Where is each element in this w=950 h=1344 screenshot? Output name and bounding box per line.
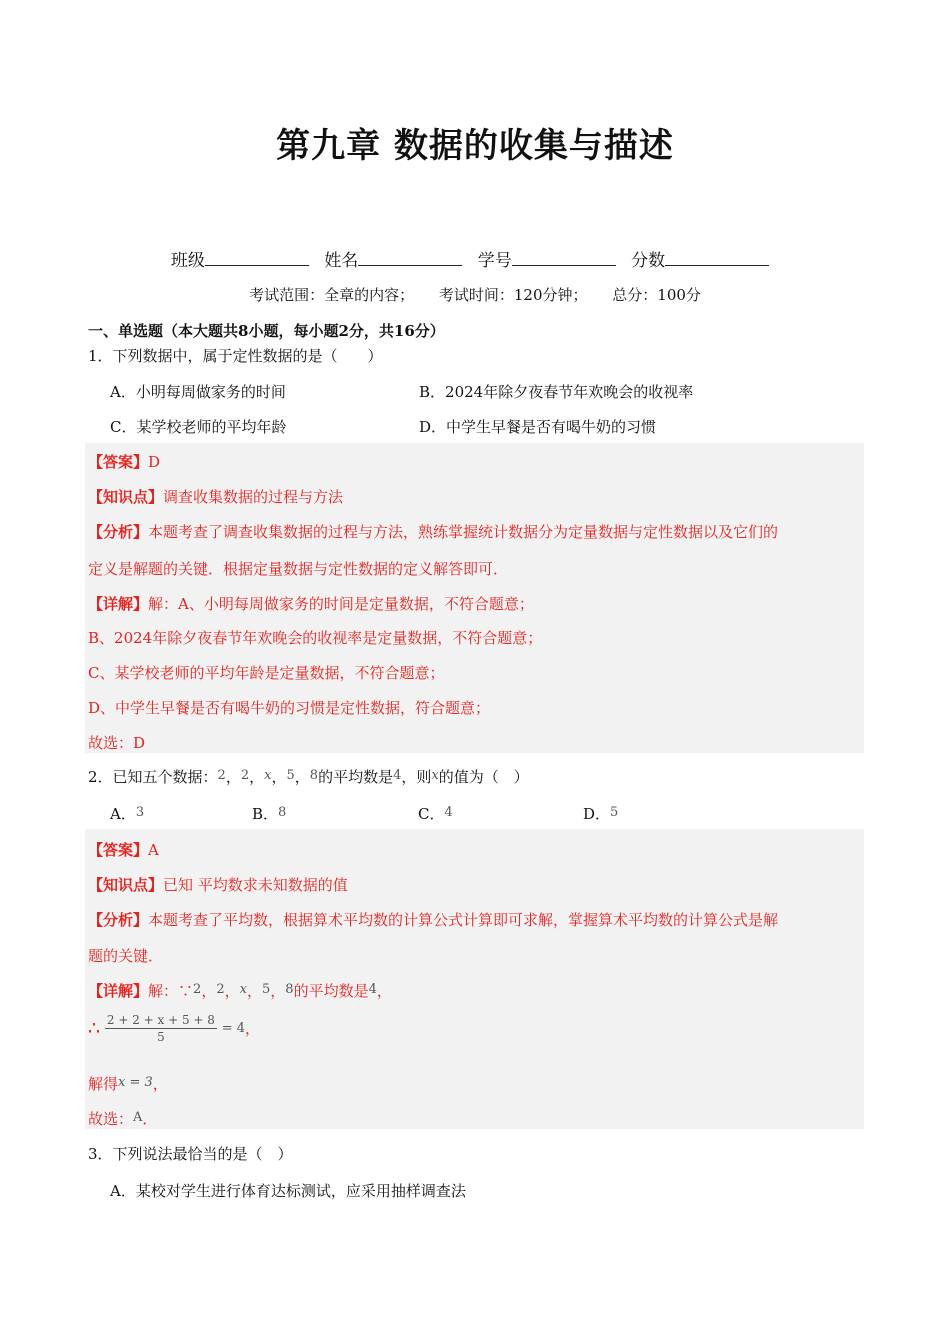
q2-knowledge-point: 【知识点】已知 平均数求未知数据的值 [88,876,348,894]
exam-total: 总分：100分 [612,286,701,304]
exam-scope: 考试范围：全章的内容； [249,286,415,304]
id-label: 学号 [477,251,512,271]
q2-option-d: D．5 [583,805,619,823]
q1-option-b: B．2024年除夕夜春节年欢晚会的收视率 [419,383,694,401]
name-label: 姓名 [324,251,359,271]
q1-option-c: C．某学校老师的平均年龄 [110,418,287,436]
q1-detail-line2: B、2024年除夕夜春节年欢晚会的收视率是定量数据，不符合题意； [88,629,543,647]
name-blank [358,249,462,266]
q2-option-c: C．4 [418,805,453,823]
class-blank [205,249,309,266]
exam-time: 考试时间：120分钟； [438,286,588,304]
q1-option-d: D．中学生早餐是否有喝牛奶的习惯 [419,418,657,436]
q1-analysis-line2: 定义是解题的关键．根据定量数据与定性数据的定义解答即可． [88,560,509,578]
q3-stem: 3．下列说法最恰当的是（ ） [88,1145,293,1163]
q1-option-a: A．小明每周做家务的时间 [110,383,286,401]
score-blank [665,249,769,266]
q2-analysis-line2: 题的关键． [88,947,164,965]
page-title: 第九章 数据的收集与描述 [276,126,674,166]
q1-detail-line3: C、某学校老师的平均年龄是定量数据，不符合题意； [88,664,445,682]
q1-analysis-line1: 【分析】本题考查了调查收集数据的过程与方法，熟练掌握统计数据分为定量数据与定性数据以及它们的 [88,523,779,541]
q2-fraction: $\frac{2 + 2 + x + 5 + 8}{5}$ [106,1013,215,1044]
q1-detail-line4: D、中学生早餐是否有喝牛奶的习惯是定性数据，符合题意； [88,699,491,717]
q2-conclusion: 故选：A． [88,1110,158,1128]
exam-info-line [0,284,950,305]
q1-stem: 1．下列数据中，属于定性数据的是（ ） [88,347,383,365]
class-label: 班级 [170,251,205,271]
q3-option-a: A．某校对学生进行体育达标测试，应采用抽样调查法 [110,1182,466,1200]
q2-answer: 【答案】A [88,841,159,859]
q1-conclusion: 故选：D [88,734,146,752]
section-heading: 一、单选题（本大题共8小题，每小题2分，共16分） [88,322,445,340]
q2-solve-line: 解得x = 3， [88,1075,168,1093]
q2-analysis-line1: 【分析】本题考查了平均数，根据算术平均数的计算公式计算即可求解，掌握算术平均数的计算公式是解 [88,911,779,929]
q1-knowledge-point: 【知识点】调查收集数据的过程与方法 [88,488,344,506]
q1-detail-line1: 【详解】解：A、小明每周做家务的时间是定量数据，不符合题意； [88,595,534,613]
q2-option-a: A．3 [110,805,145,823]
score-label: 分数 [631,251,666,271]
q2-option-b: B．8 [252,805,287,823]
id-blank [512,249,616,266]
q2-equation: ∴ $\frac{2 + 2 + x + 5 + 8}{5}$ = 4， [88,1013,261,1044]
q2-stem: 2．已知五个数据：2，2，x，5，8的平均数是4，则x的值为（ ） [88,768,529,786]
q1-answer: 【答案】D [88,453,161,471]
student-info-line [0,246,950,271]
q2-detail-line1: 【详解】解：∵2，2，x，5，8的平均数是4， [88,982,392,1000]
